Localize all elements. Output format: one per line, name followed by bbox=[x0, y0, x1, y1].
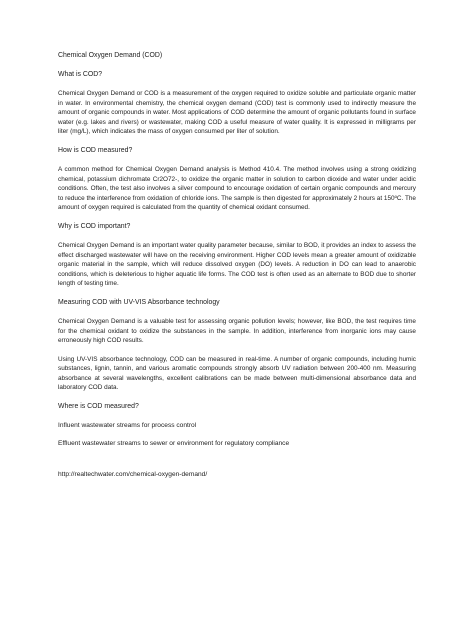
paragraph-why-important: Chemical Oxygen Demand is an important water quality parameter because, similar to BOD, it provides an index to assess the effect discharged wastewater will have on the receiving environment. Higher COD levels mean a greater amount of oxidizable organic material in the sample, which will reduce dissolved oxygen (DO) levels. A reduction in DO can lead to anaerobic conditions, which is deleterious to higher aquatic life forms. The COD test is often used as an alternate to BOD due to shorter length of testing time. bbox=[58, 241, 416, 288]
list-item-effluent: Effluent wastewater streams to sewer or environment for regulatory compliance bbox=[58, 440, 290, 448]
section-heading-where-measured: Where is COD measured? bbox=[58, 403, 139, 411]
list-item-influent: Influent wastewater streams for process control bbox=[58, 422, 197, 430]
section-heading-what-is-cod: What is COD? bbox=[58, 71, 103, 78]
paragraph-what-is-cod: Chemical Oxygen Demand or COD is a measurement of the oxygen required to oxidize soluble and particulate organic matter in water. In environmental chemistry, the chemical oxygen demand (COD) test is commonly used to indirectly measure the amount of organic compounds in water. Most applications of COD determine the amount of organic pollutants found in surface water (e.g. lakes and rivers) or wastewater, making COD a useful measure of water quality. It is expressed in milligrams per liter (mg/L), which indicates the mass of oxygen consumed per liter of solution. bbox=[58, 90, 416, 136]
section-heading-uv-vis: Measuring COD with UV-VIS Absorbance technology bbox=[58, 298, 220, 306]
paragraph-how-measured: A common method for Chemical Oxygen Demand analysis is Method 410.4. The method involves using a strong oxidizing chemical, potassium dichromate Cr2O72-, to oxidize the organic matter in solution to carbon dioxide and water under acidic conditions. Often, the test also involves a silver compound to encourage oxidation of certain organic compounds and mercury to reduce the interference from oxidation of chloride ions. The sample is then digested for approximately 2 hours at 150ºC. The amount of oxygen required is calculated from the quantity of chemical oxidant consumed. bbox=[58, 165, 416, 212]
document-title: Chemical Oxygen Demand (COD) bbox=[58, 52, 163, 59]
section-heading-why-important: Why is COD important? bbox=[58, 222, 131, 230]
paragraph-uv-vis-2: Using UV-VIS absorbance technology, COD can be measured in real-time. A number of organic compounds, including humic substances, lignin, tannin, and various aromatic compounds strongly absorb UV radiation between 200-400 nm. Measuring absorbance at several wavelengths, excellent calibrations can be made between multi-dimensional absorbance data and laboratory COD data. bbox=[58, 355, 416, 392]
paragraph-uv-vis-1: Chemical Oxygen Demand is a valuable test for assessing organic pollution levels; however, like BOD, the test requires time for the chemical oxidant to oxidize the substances in the sample. In addition, interference from inorganic ions may cause erroneously high COD results. bbox=[58, 317, 416, 345]
source-link[interactable]: http://realtechwater.com/chemical-oxygen-demand/ bbox=[58, 471, 208, 479]
section-heading-how-measured: How is COD measured? bbox=[58, 146, 133, 154]
